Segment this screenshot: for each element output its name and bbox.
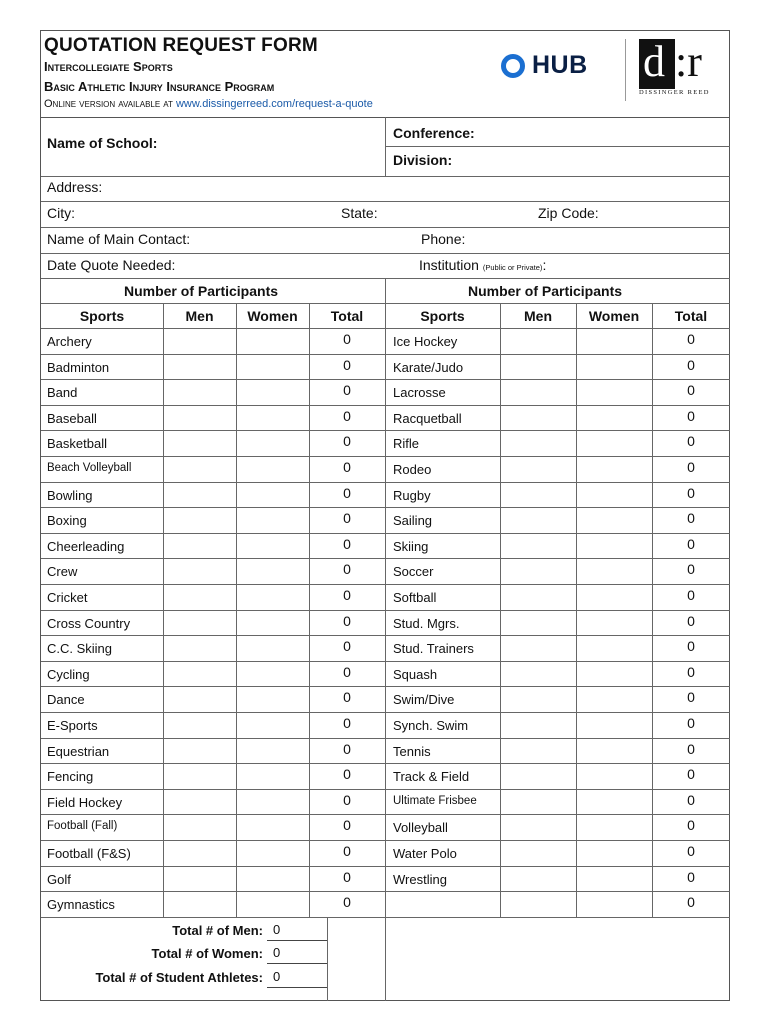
request-quote-link[interactable]: www.dissingerreed.com/request-a-quote [175,98,373,110]
left-women-input[interactable] [236,379,309,405]
left-men-input[interactable] [163,661,236,687]
left-sport-total[interactable]: 0 [343,331,351,347]
left-men-input[interactable] [163,610,236,636]
right-women-input[interactable] [576,661,652,687]
date-needed-label: Date Quote Needed: [47,257,176,273]
right-sport-total[interactable]: 0 [687,382,695,399]
phone-label: Phone: [421,231,466,247]
right-women-input[interactable] [576,840,652,866]
left-sport-total[interactable]: 0 [343,740,351,757]
right-women-input[interactable] [576,354,652,380]
right-sport-total[interactable]: 0 [687,587,695,603]
right-sport-name: Volleyball [393,820,448,836]
left-women-input[interactable] [236,558,309,584]
left-participants-header: Number of Participants [123,283,279,299]
left-women-input[interactable] [236,328,309,354]
total-men-label: Total # of Men: [172,923,263,938]
state-label: State: [341,205,378,221]
right-sport-name: Rugby [393,487,431,503]
left-sport-total[interactable]: 0 [343,587,351,603]
total-men-underline [267,940,327,941]
left-men-header: Men [185,308,214,324]
left-women-input[interactable] [236,866,309,892]
left-men-input[interactable] [163,328,236,354]
left-sport-name: Cycling [47,666,90,682]
right-total-header: Total [674,308,708,324]
hub-logo-text: HUB [532,51,588,79]
left-sport-name: Field Hockey [47,794,123,810]
right-sport-name: Stud. Mgrs. [393,615,460,631]
table-center-divider [385,278,386,917]
contact-line [41,253,730,254]
right-men-input[interactable] [500,456,576,482]
right-men-input[interactable] [500,507,576,533]
left-women-input[interactable] [236,814,309,840]
right-sport-total[interactable]: 0 [687,356,695,373]
right-sport-total[interactable]: 0 [687,535,695,552]
left-sport-total[interactable]: 0 [343,510,351,527]
right-sports-header: Sports [420,308,465,324]
left-sport-name: Golf [47,871,71,887]
left-men-input[interactable] [163,840,236,866]
right-participants-header: Number of Participants [467,283,623,299]
right-men-input[interactable] [500,814,576,840]
online-version-note [44,98,373,110]
total-men-value[interactable]: 0 [273,922,281,937]
right-sport-name: Softball [393,590,437,605]
totals-column-line-2 [385,917,386,1001]
left-women-input[interactable] [236,763,309,789]
right-sport-total[interactable]: 0 [687,459,695,475]
main-contact-label: Name of Main Contact: [47,231,191,247]
left-sport-total[interactable]: 0 [343,535,351,552]
right-sport-name: Stud. Trainers [393,641,474,657]
left-sport-name: Fencing [47,769,94,785]
right-women-input[interactable] [576,686,652,712]
right-women-input[interactable] [576,712,652,738]
zip-label: Zip Code: [538,205,599,221]
left-men-input[interactable] [163,430,236,456]
left-women-input[interactable] [236,661,309,687]
left-sport-name: Band [47,385,78,401]
right-men-input[interactable] [500,405,576,431]
right-women-input[interactable] [576,738,652,764]
right-men-input[interactable] [500,763,576,789]
left-sport-total[interactable]: 0 [343,843,351,859]
right-sport-name: Ice Hockey [393,334,458,349]
left-women-input[interactable] [236,482,309,508]
totals-column-line-1 [327,917,328,1001]
left-sport-name: Basketball [47,436,107,452]
right-sport-total[interactable]: 0 [687,561,695,578]
left-sport-total[interactable]: 0 [343,484,351,501]
right-women-input[interactable] [576,379,652,405]
left-sport-total[interactable]: 0 [343,715,351,731]
right-men-input[interactable] [500,891,576,917]
right-sport-name: Rifle [393,436,420,452]
address-line [41,201,730,202]
city-line [41,227,730,228]
left-sport-total[interactable]: 0 [343,356,351,373]
left-men-input[interactable] [163,482,236,508]
right-men-input[interactable] [500,635,576,661]
right-sport-total[interactable]: 0 [687,689,695,706]
right-sport-name: Tennis [393,743,431,759]
left-sport-name: Cross Country [47,615,131,631]
right-men-header: Men [524,308,552,324]
left-sport-total[interactable]: 0 [343,791,351,808]
right-men-input[interactable] [500,482,576,508]
right-men-input[interactable] [500,866,576,892]
division-label: Division: [393,152,453,168]
left-sport-name: Beach Volleyball [47,462,132,474]
left-sport-name: Football (Fall) [47,820,118,833]
online-version-prefix: Online version available at [44,98,173,110]
right-sport-total[interactable]: 0 [687,868,695,885]
left-men-input[interactable] [163,507,236,533]
left-men-input[interactable] [163,405,236,431]
left-men-input[interactable] [163,533,236,559]
right-women-input[interactable] [576,866,652,892]
right-sport-total[interactable]: 0 [687,433,695,450]
left-sports-header: Sports [79,308,125,324]
right-sport-name: Squash [393,666,438,682]
right-women-input[interactable] [576,558,652,584]
institution-label-text: Institution [419,257,479,273]
left-sport-name: Bowling [47,487,93,503]
right-sport-name: Rodeo [393,462,432,477]
left-men-input[interactable] [163,738,236,764]
left-sport-total[interactable]: 0 [343,638,351,655]
right-women-input[interactable] [576,635,652,661]
left-women-input[interactable] [236,635,309,661]
total-women-underline [267,963,327,964]
right-men-input[interactable] [500,558,576,584]
right-sport-total[interactable]: 0 [687,612,695,629]
left-men-input[interactable] [163,712,236,738]
school-name-label: Name of School: [47,135,158,151]
left-men-input[interactable] [163,456,236,482]
total-athletes-value[interactable]: 0 [273,969,281,984]
right-men-input[interactable] [500,738,576,764]
right-women-input[interactable] [576,507,652,533]
total-athletes-label: Total # of Student Athletes: [95,970,263,985]
left-women-input[interactable] [236,354,309,380]
right-sport-total[interactable]: 0 [687,843,695,859]
right-men-input[interactable] [500,686,576,712]
right-men-input[interactable] [500,789,576,815]
left-sport-total[interactable]: 0 [343,868,351,885]
right-women-input[interactable] [576,405,652,431]
institution-label [419,257,546,273]
total-women-value[interactable]: 0 [273,945,281,960]
left-men-input[interactable] [163,763,236,789]
left-women-input[interactable] [236,789,309,815]
left-men-input[interactable] [163,635,236,661]
right-sport-total[interactable]: 0 [687,331,695,347]
left-women-input[interactable] [236,405,309,431]
right-men-input[interactable] [500,328,576,354]
right-sport-name: Synch. Swim [393,718,469,733]
left-sport-total[interactable]: 0 [343,894,351,911]
left-sport-total[interactable]: 0 [343,561,351,578]
right-women-input[interactable] [576,430,652,456]
right-sport-total[interactable]: 0 [687,407,695,424]
left-women-input[interactable] [236,584,309,610]
right-men-input[interactable] [500,379,576,405]
right-women-input[interactable] [576,891,652,917]
left-men-input[interactable] [163,354,236,380]
right-sport-total[interactable]: 0 [687,715,695,731]
left-sport-name: Equestrian [47,743,110,759]
left-sport-name: Boxing [47,513,87,529]
left-sport-name: Dance [47,692,85,708]
form-title: QUOTATION REQUEST FORM [44,35,318,56]
right-men-input[interactable] [500,533,576,559]
form-subtitle-insurance: Basic Athletic Injury Insurance Program [44,79,275,94]
left-sport-name: Gymnastics [47,897,115,913]
right-women-input[interactable] [576,456,652,482]
right-sport-name: Lacrosse [393,385,446,401]
right-sport-name: Ultimate Frisbee [393,794,477,807]
right-sport-total[interactable]: 0 [687,510,695,527]
left-sport-name: Baseball [47,410,97,426]
right-sport-total[interactable]: 0 [687,766,695,783]
form-header [41,31,729,118]
left-men-input[interactable] [163,891,236,917]
left-men-input[interactable] [163,686,236,712]
left-men-input[interactable] [163,558,236,584]
left-men-input[interactable] [163,789,236,815]
hub-logo [501,51,588,80]
right-sport-name: Sailing [393,513,433,529]
left-sport-total[interactable]: 0 [343,817,351,834]
left-women-input[interactable] [236,738,309,764]
left-sport-name: Archery [47,334,92,349]
institution-colon: : [542,257,547,273]
dr-logo-letters: :r [675,37,702,86]
logo-divider [625,39,626,101]
left-sport-name: Cheerleading [47,538,125,554]
left-total-header: Total [330,308,364,324]
right-sport-total[interactable]: 0 [687,894,695,911]
left-women-input[interactable] [236,533,309,559]
quotation-form [40,30,730,1001]
form-subtitle-program: Intercollegiate Sports [44,59,173,74]
right-sport-name: Wrestling [393,871,447,887]
dr-logo-letter: d [643,37,665,86]
address-label: Address: [47,179,103,195]
right-women-input[interactable] [576,763,652,789]
left-sport-total[interactable]: 0 [343,433,351,450]
right-men-input[interactable] [500,610,576,636]
left-women-input[interactable] [236,456,309,482]
right-sport-name: Water Polo [393,846,457,861]
right-sport-name: Karate/Judo [393,359,464,375]
right-sport-name: Soccer [393,564,434,580]
conference-label: Conference: [393,125,475,141]
left-sport-total[interactable]: 0 [343,689,351,706]
right-men-input[interactable] [500,430,576,456]
left-women-input[interactable] [236,430,309,456]
right-women-input[interactable] [576,533,652,559]
right-sport-name: Swim/Dive [393,692,455,708]
right-sport-total[interactable]: 0 [687,484,695,501]
right-sport-name: Skiing [393,538,429,554]
dissinger-reed-logo [639,39,723,95]
total-athletes-underline [267,987,327,988]
right-men-input[interactable] [500,840,576,866]
left-sport-name: Football (F&S) [47,846,131,861]
total-women-label: Total # of Women: [151,946,263,961]
left-women-input[interactable] [236,712,309,738]
left-women-input[interactable] [236,507,309,533]
left-sport-total[interactable]: 0 [343,766,351,783]
left-sport-total[interactable]: 0 [343,459,351,475]
right-women-input[interactable] [576,584,652,610]
left-sport-name: C.C. Skiing [47,641,113,657]
left-women-header: Women [247,308,298,324]
left-men-input[interactable] [163,814,236,840]
right-women-input[interactable] [576,789,652,815]
right-men-input[interactable] [500,584,576,610]
left-sport-name: Crew [47,564,78,580]
left-sport-total[interactable]: 0 [343,407,351,424]
right-sport-name: Track & Field [393,769,470,785]
left-men-input[interactable] [163,866,236,892]
left-women-input[interactable] [236,840,309,866]
right-women-header: Women [588,308,640,324]
left-sport-name: Cricket [47,590,88,605]
institution-note: (Public or Private) [482,263,543,272]
right-sport-total[interactable]: 0 [687,791,695,808]
left-men-input[interactable] [163,379,236,405]
left-sport-total[interactable]: 0 [343,382,351,399]
right-women-input[interactable] [576,814,652,840]
right-sport-total[interactable]: 0 [687,740,695,757]
right-men-input[interactable] [500,661,576,687]
left-women-input[interactable] [236,610,309,636]
left-women-input[interactable] [236,891,309,917]
right-sport-total[interactable]: 0 [687,663,695,680]
left-men-input[interactable] [163,584,236,610]
dr-logo-caption: DISSINGER REED [639,89,710,96]
right-sport-name: Racquetball [393,410,462,426]
right-women-input[interactable] [576,328,652,354]
hub-ring-icon [501,54,525,78]
conference-division-divider [385,146,730,147]
right-women-input[interactable] [576,610,652,636]
left-sport-total[interactable]: 0 [343,663,351,680]
right-men-input[interactable] [500,354,576,380]
right-sport-total[interactable]: 0 [687,638,695,655]
left-sport-total[interactable]: 0 [343,612,351,629]
left-women-input[interactable] [236,686,309,712]
school-section-bottom-line [41,176,730,177]
right-women-input[interactable] [576,482,652,508]
right-men-input[interactable] [500,712,576,738]
left-sport-name: Badminton [47,359,110,375]
left-sport-name: E-Sports [47,718,98,733]
city-label: City: [47,205,75,221]
right-sport-total[interactable]: 0 [687,817,695,834]
